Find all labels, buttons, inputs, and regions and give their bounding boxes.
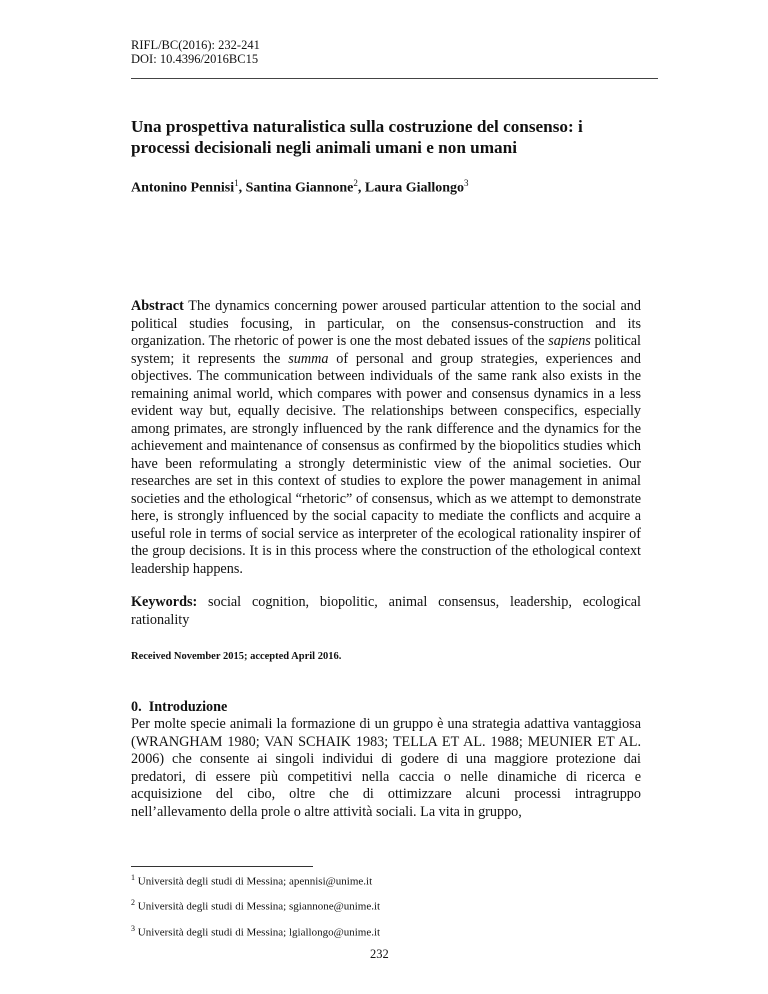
doi: DOI: 10.4396/2016BC15 — [131, 52, 259, 66]
page-number: 232 — [370, 947, 389, 961]
abstract-emphasis: sapiens — [548, 333, 591, 349]
footnote-text: Università degli studi di Messina; sgiannone@unime.it — [135, 900, 381, 913]
keywords-text: social cognition, biopolitic, animal consensus, leadership, ecological rationality — [131, 594, 641, 628]
journal-citation: RIFL/BC(2016): 232-241 — [131, 38, 260, 52]
author-list: Antonino Pennisi$^1$, Santina Giannone$^2$, Laura Giallongo$^3$ — [131, 178, 469, 196]
footnote — [131, 871, 372, 889]
section-heading: 0. Introduzione — [131, 699, 228, 715]
footnote-mark: 1 — [131, 873, 135, 882]
section-body: Per molte specie animali la formazione di un gruppo è una strategia adattiva vantaggiosa (WRANGHAM 1980; VAN SCHAIK 1983; TELLA ET AL. 1988; MEUNIER ET AL. 2006) che consente ai singoli individui di godere di una maggiore protezione dai predatori, di essere più competitivi nella caccia o nelle dinamiche di ricerca e acquisizione del cibo, oltre che di ottimizzare alcuni processi intragruppo nell’allevamento della prole o altre attività sociali. La vita in gruppo, — [131, 716, 641, 820]
author-name: Antonino Pennisi — [131, 180, 235, 196]
author-footnote-mark: 2 — [353, 178, 358, 188]
author-name: Laura Giallongo — [364, 180, 465, 196]
keywords — [131, 594, 641, 629]
abstract-text: political system; it represents the — [131, 333, 641, 367]
footnote — [131, 922, 380, 940]
author-footnote-mark: 3 — [464, 178, 469, 188]
footnote-text: Università degli studi di Messina; lgiallongo@unime.it — [135, 926, 381, 939]
abstract-label: Abstract — [131, 298, 184, 314]
author-footnote-mark: 1 — [234, 178, 239, 188]
footnote-mark: 3 — [131, 924, 135, 933]
received-dates: Received November 2015; accepted April 2016. — [131, 651, 342, 662]
title-line-1: Una prospettiva naturalistica sulla costruzione del consenso: i — [131, 117, 583, 136]
header-rule — [131, 78, 658, 79]
abstract-text: The dynamics concerning power aroused particular attention to the social and political studies focusing, in particular, on the consensus-construction and its organization. The rhetoric of power is one the most debated issues of the — [131, 298, 641, 349]
footnote-mark: 2 — [131, 898, 135, 907]
keywords-label: Keywords: — [131, 594, 198, 610]
footnote-rule — [131, 866, 313, 867]
abstract — [131, 298, 641, 578]
title-line-2: processi decisionali negli animali umani e non umani — [131, 138, 517, 157]
abstract-emphasis: summa — [288, 350, 329, 367]
abstract-text: of personal and group strategies, experiences and objectives. The communication between individuals of the same rank also exists in the remaining animal world, which compares with power and consensus dynamics in a less evident way but, equally decisive. The relationships between conspecifics, especially among primates, are strongly influenced by the rank difference and the dynamics for the achievement and maintenance of consensus as confirmed by the biopolitics studies which have been reformulating a strongly deterministic view of the animal societies. Our researches are set in this context of studies to explore the power management in animal societies and the ethological “rhetoric” of consensus, which as we attempt to demonstrate here, is strongly influenced by the social capacity to mediate the conflicts and acquire a useful role in terms of social service as interpreter of the ecological rationality inspirer of the group decisions. It is in this process where the construction of the ethological context leadership happens. — [131, 350, 641, 577]
author-name: Santina Giannone — [245, 180, 354, 196]
footnote — [131, 896, 380, 914]
paper-title — [131, 116, 641, 158]
footnote-text: Università degli studi di Messina; apennisi@unime.it — [135, 875, 373, 888]
running-header — [131, 38, 260, 66]
